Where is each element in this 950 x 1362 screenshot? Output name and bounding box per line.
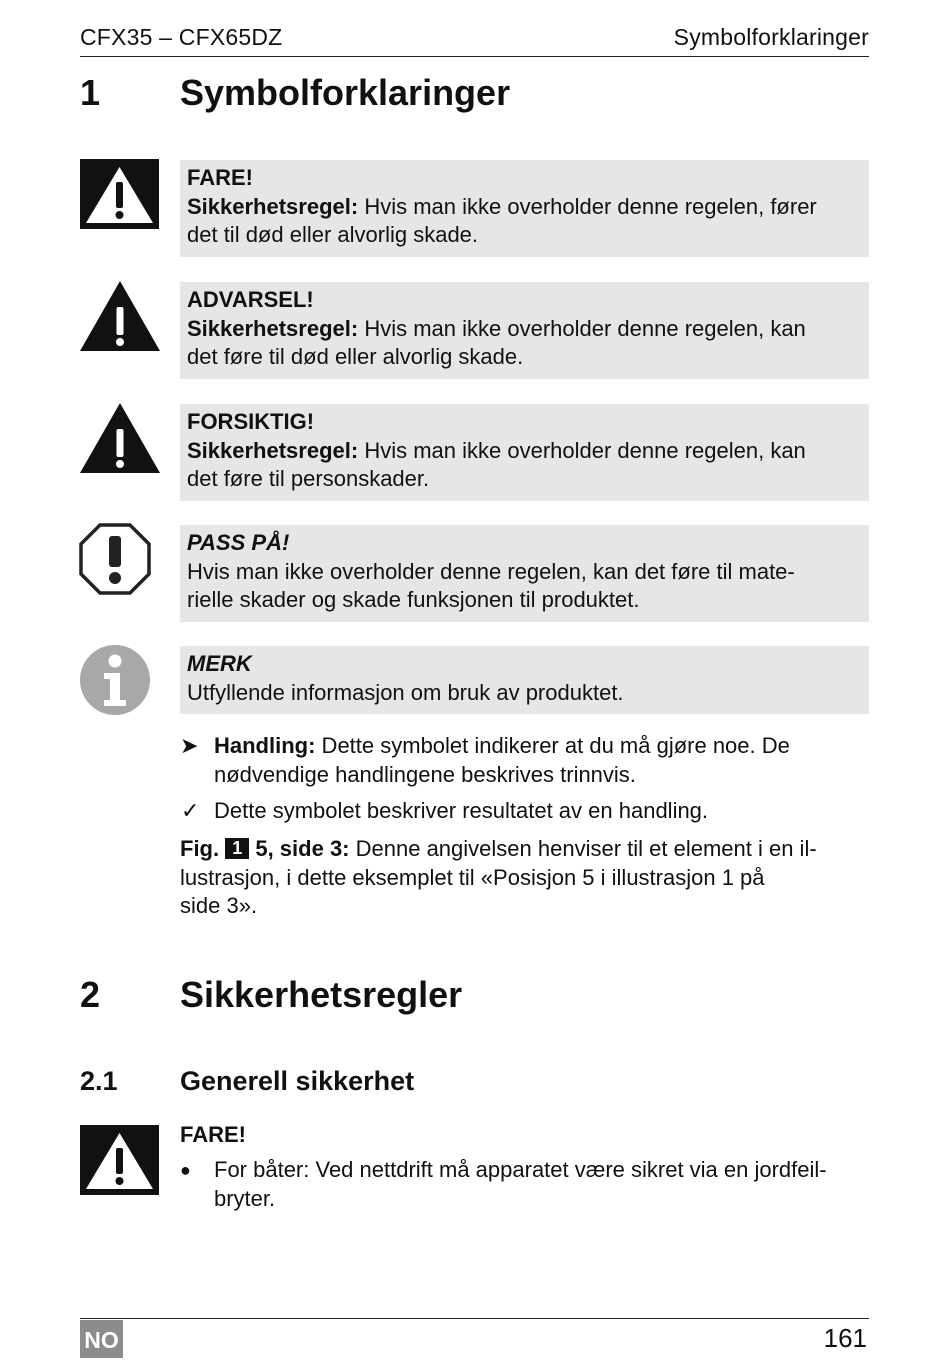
section-2-1-title: Generell sikkerhet — [180, 1066, 415, 1096]
notice-note — [180, 646, 869, 714]
notice-line-1: Utfyllende informasjon om bruk av produktet. — [187, 679, 624, 705]
notice-caution — [180, 404, 869, 501]
bullet-icon: ● — [180, 1160, 191, 1180]
notice-line-1: Sikkerhetsregel: Hvis man ikke overholder denne regelen, kan — [187, 315, 806, 341]
language-badge: NO — [80, 1320, 123, 1358]
header-left: CFX35 – CFX65DZ — [80, 24, 283, 50]
notice-title: MERK — [187, 651, 252, 676]
result-text: Dette symbolet beskriver resultatet av en handling. — [214, 798, 709, 823]
danger-warning-icon — [80, 159, 159, 234]
notice-notice — [180, 525, 869, 622]
info-icon — [80, 645, 150, 720]
notice-line-2: det til død eller alvorlig skade. — [187, 222, 479, 247]
figure-reference: Fig. 1 5, side 3: Denne angivelsen henviser til et element i en il- lustrasjon, i dette eksemplet til «Posisjon 5 i illustrasjon 1 på side 3». — [180, 836, 817, 918]
notice-title: FORSIKTIG! — [187, 409, 315, 434]
notice-line-1: Sikkerhetsregel: Hvis man ikke overholder denne regelen, fører — [187, 193, 817, 219]
notice-line-2: rielle skader og skade funksjonen til produktet. — [187, 587, 640, 612]
page-number: 161 — [823, 1323, 867, 1353]
section-2-title: Sikkerhetsregler — [180, 974, 463, 1015]
section-1-number: 1 — [80, 72, 101, 113]
danger-title: FARE! — [180, 1122, 246, 1147]
figure-number-badge: 1 — [225, 838, 249, 859]
handling-arrow-icon: ➤ — [180, 733, 199, 758]
warning-triangle-icon — [80, 281, 160, 356]
notice-warning — [180, 282, 869, 379]
section-2-1-number: 2.1 — [80, 1066, 118, 1096]
header-right: Symbolforklaringer — [673, 24, 869, 50]
notice-line-2: det føre til personskader. — [187, 466, 430, 491]
handling-text: Handling: Dette symbolet indikerer at du må gjøre noe. De nødvendige handlingene beskrives trinnvis. — [214, 733, 790, 787]
notice-line-1: Hvis man ikke overholder denne regelen, kan det føre til mate- — [187, 558, 795, 584]
caution-triangle-icon — [80, 403, 160, 478]
notice-danger — [180, 160, 869, 257]
octagon-exclamation-icon — [79, 523, 151, 600]
danger-warning-icon — [80, 1125, 159, 1200]
footer-rule — [80, 1318, 869, 1319]
section-1-title: Symbolforklaringer — [180, 72, 511, 113]
notice-line-2: det føre til død eller alvorlig skade. — [187, 344, 524, 369]
header-rule — [80, 56, 869, 57]
bullet-text: For båter: Ved nettdrift må apparatet være sikret via en jordfeil- bryter. — [214, 1157, 827, 1211]
notice-title: ADVARSEL! — [187, 287, 314, 312]
section-2-number: 2 — [80, 974, 101, 1015]
notice-title: PASS PÅ! — [187, 530, 290, 555]
notice-title: FARE! — [187, 165, 253, 190]
notice-line-1: Sikkerhetsregel: Hvis man ikke overholder denne regelen, kan — [187, 437, 806, 463]
check-icon: ✓ — [181, 798, 200, 823]
